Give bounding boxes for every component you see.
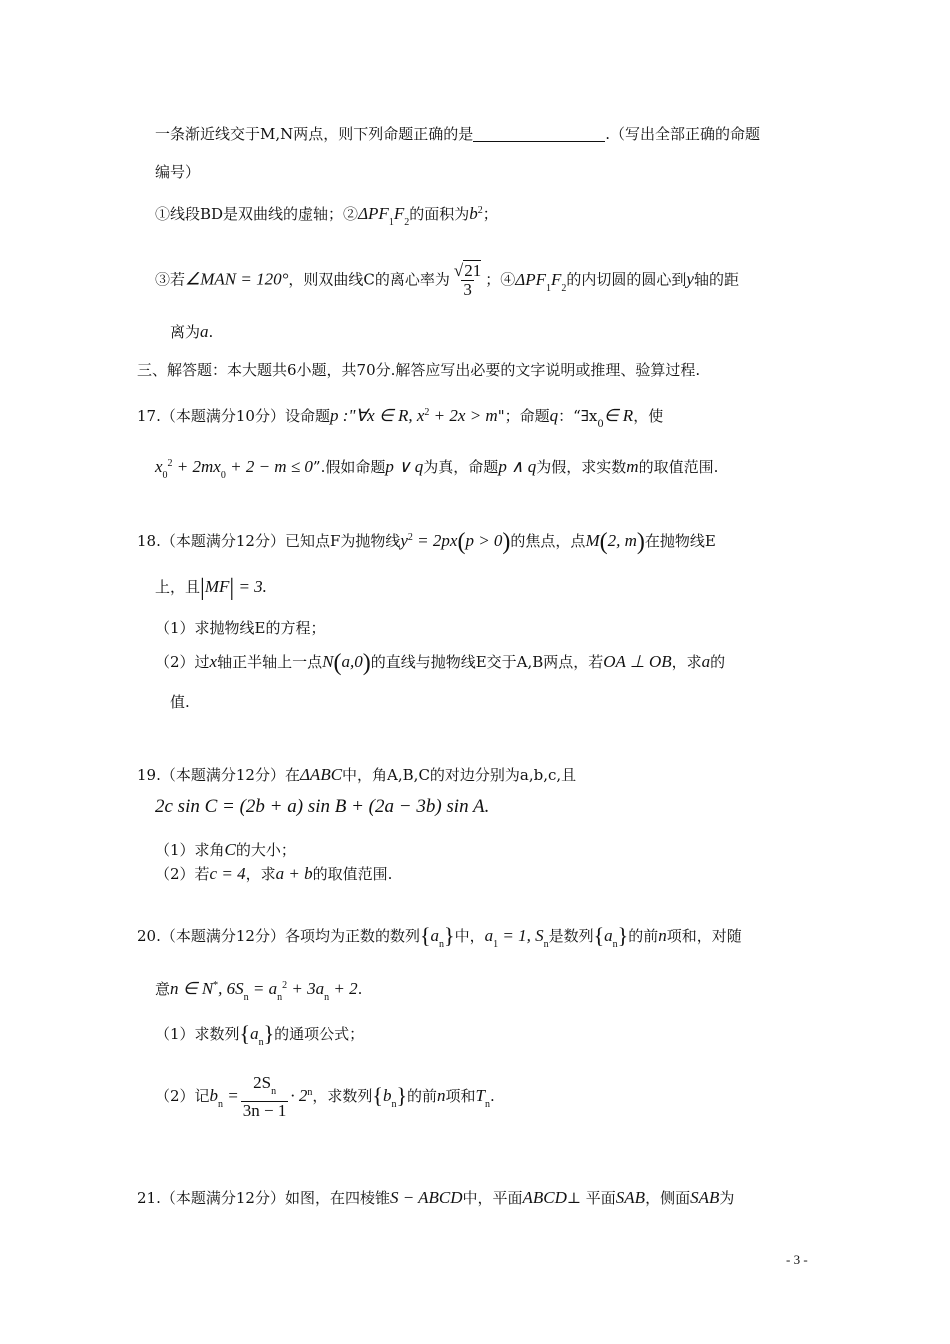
q18-part-2-end: 值. xyxy=(170,693,190,711)
page-number: - 3 - xyxy=(786,1252,808,1267)
q21-line-1: 21.（本题满分12分）如图，在四棱锥S − ABCD中，平面ABCD⊥ 平面SAB，侧面SAB为 xyxy=(137,1188,735,1207)
q19-equation: 2c sin C = (2b + a) sin B + (2a − 3b) sin A. xyxy=(155,796,490,817)
q16-line-5: 离为a. xyxy=(170,322,214,341)
q20-line-1: 20.（本题满分12分）各项均为正数的数列$\{a_n\}$中，$a_1 = 1$, $S_n$是数列$\{a_n\}$的前n项和，对随 xyxy=(137,923,742,950)
q18-part-1: （1）求抛物线E的方程； xyxy=(155,619,326,637)
q18-part-2: （2）过x轴正半轴上一点N(a,0)的直线与抛物线E交于A,B两点，若OA ⊥ OB，求a的 xyxy=(155,650,726,676)
q16-line-4: ③若∠MAN = 120°，则双曲线C的离心率为 $\frac{√21}{3}$ ；$④\Delta PF_1F_2$的内切圆的圆心到y轴的距 xyxy=(155,261,739,299)
q17-line-1: 17.（本题满分10分）设命题p :"∀x ∈ R, $x^2 + 2x > m$"；命题q：“$\exists x_0\in$ R，使 xyxy=(137,406,664,430)
q20-part-2: （2）记$b_n$ = $\frac{2S_n}{3n - 1}$ · $2^n$，求数列$\{b_n\}$的前n项和$T_n$. xyxy=(155,1073,495,1120)
q19-part-2: （2）若c = 4，求a + b的取值范围. xyxy=(155,864,393,883)
q20-part-1: （1）求数列$\{a_n\}$的通项公式； xyxy=(155,1021,365,1048)
q19-line-1: 19.（本题满分12分）在ΔABC中，角A,B,C的对边分别为a,b,c,且 xyxy=(137,765,577,784)
angle-man: ∠MAN = 120° xyxy=(185,269,289,289)
q19-part-1: （1）求角C的大小； xyxy=(155,840,296,859)
q18-line-2: 上，且|MF| = 3. xyxy=(155,575,267,601)
q20-line-2: 意n ∈ N*, $6S_n = a_n^2 + 3a_n + 2$. xyxy=(155,979,363,1003)
q16-line-1: 一条渐近线交于M,N两点，则下列命题正确的是 .（写出全部正确的命题 xyxy=(155,125,761,143)
q17-line-2: $x_0^2 + 2mx_0 + 2 - m \le 0$”.假如命题p ∨ q为真，命题p ∧ q为假，求实数m的取值范围. xyxy=(155,457,719,481)
answer-blank[interactable] xyxy=(473,125,605,142)
bn-fraction: $\frac{2S_n}{3n - 1}$ xyxy=(242,1073,287,1120)
triangle-pf1f2: $\Delta PF_1F_2$ xyxy=(358,204,410,228)
q16-line-3: ①线段BD是双曲线的虚轴；$②\Delta PF_1F_2$的面积为$b^2$； xyxy=(155,204,498,228)
q18-line-1: 18.（本题满分12分）已知点F为抛物线$y^2 = 2px(p > 0)$的焦点，点M(2, m)在抛物线E xyxy=(137,529,716,555)
section-3-header: 三、解答题：本大题共6小题，共70分.解答应写出必要的文字说明或推理、验算过程. xyxy=(137,361,701,379)
q16-line-2: 编号） xyxy=(155,163,201,181)
eccentricity-fraction: $\frac{√21}{3}$ xyxy=(453,261,482,299)
